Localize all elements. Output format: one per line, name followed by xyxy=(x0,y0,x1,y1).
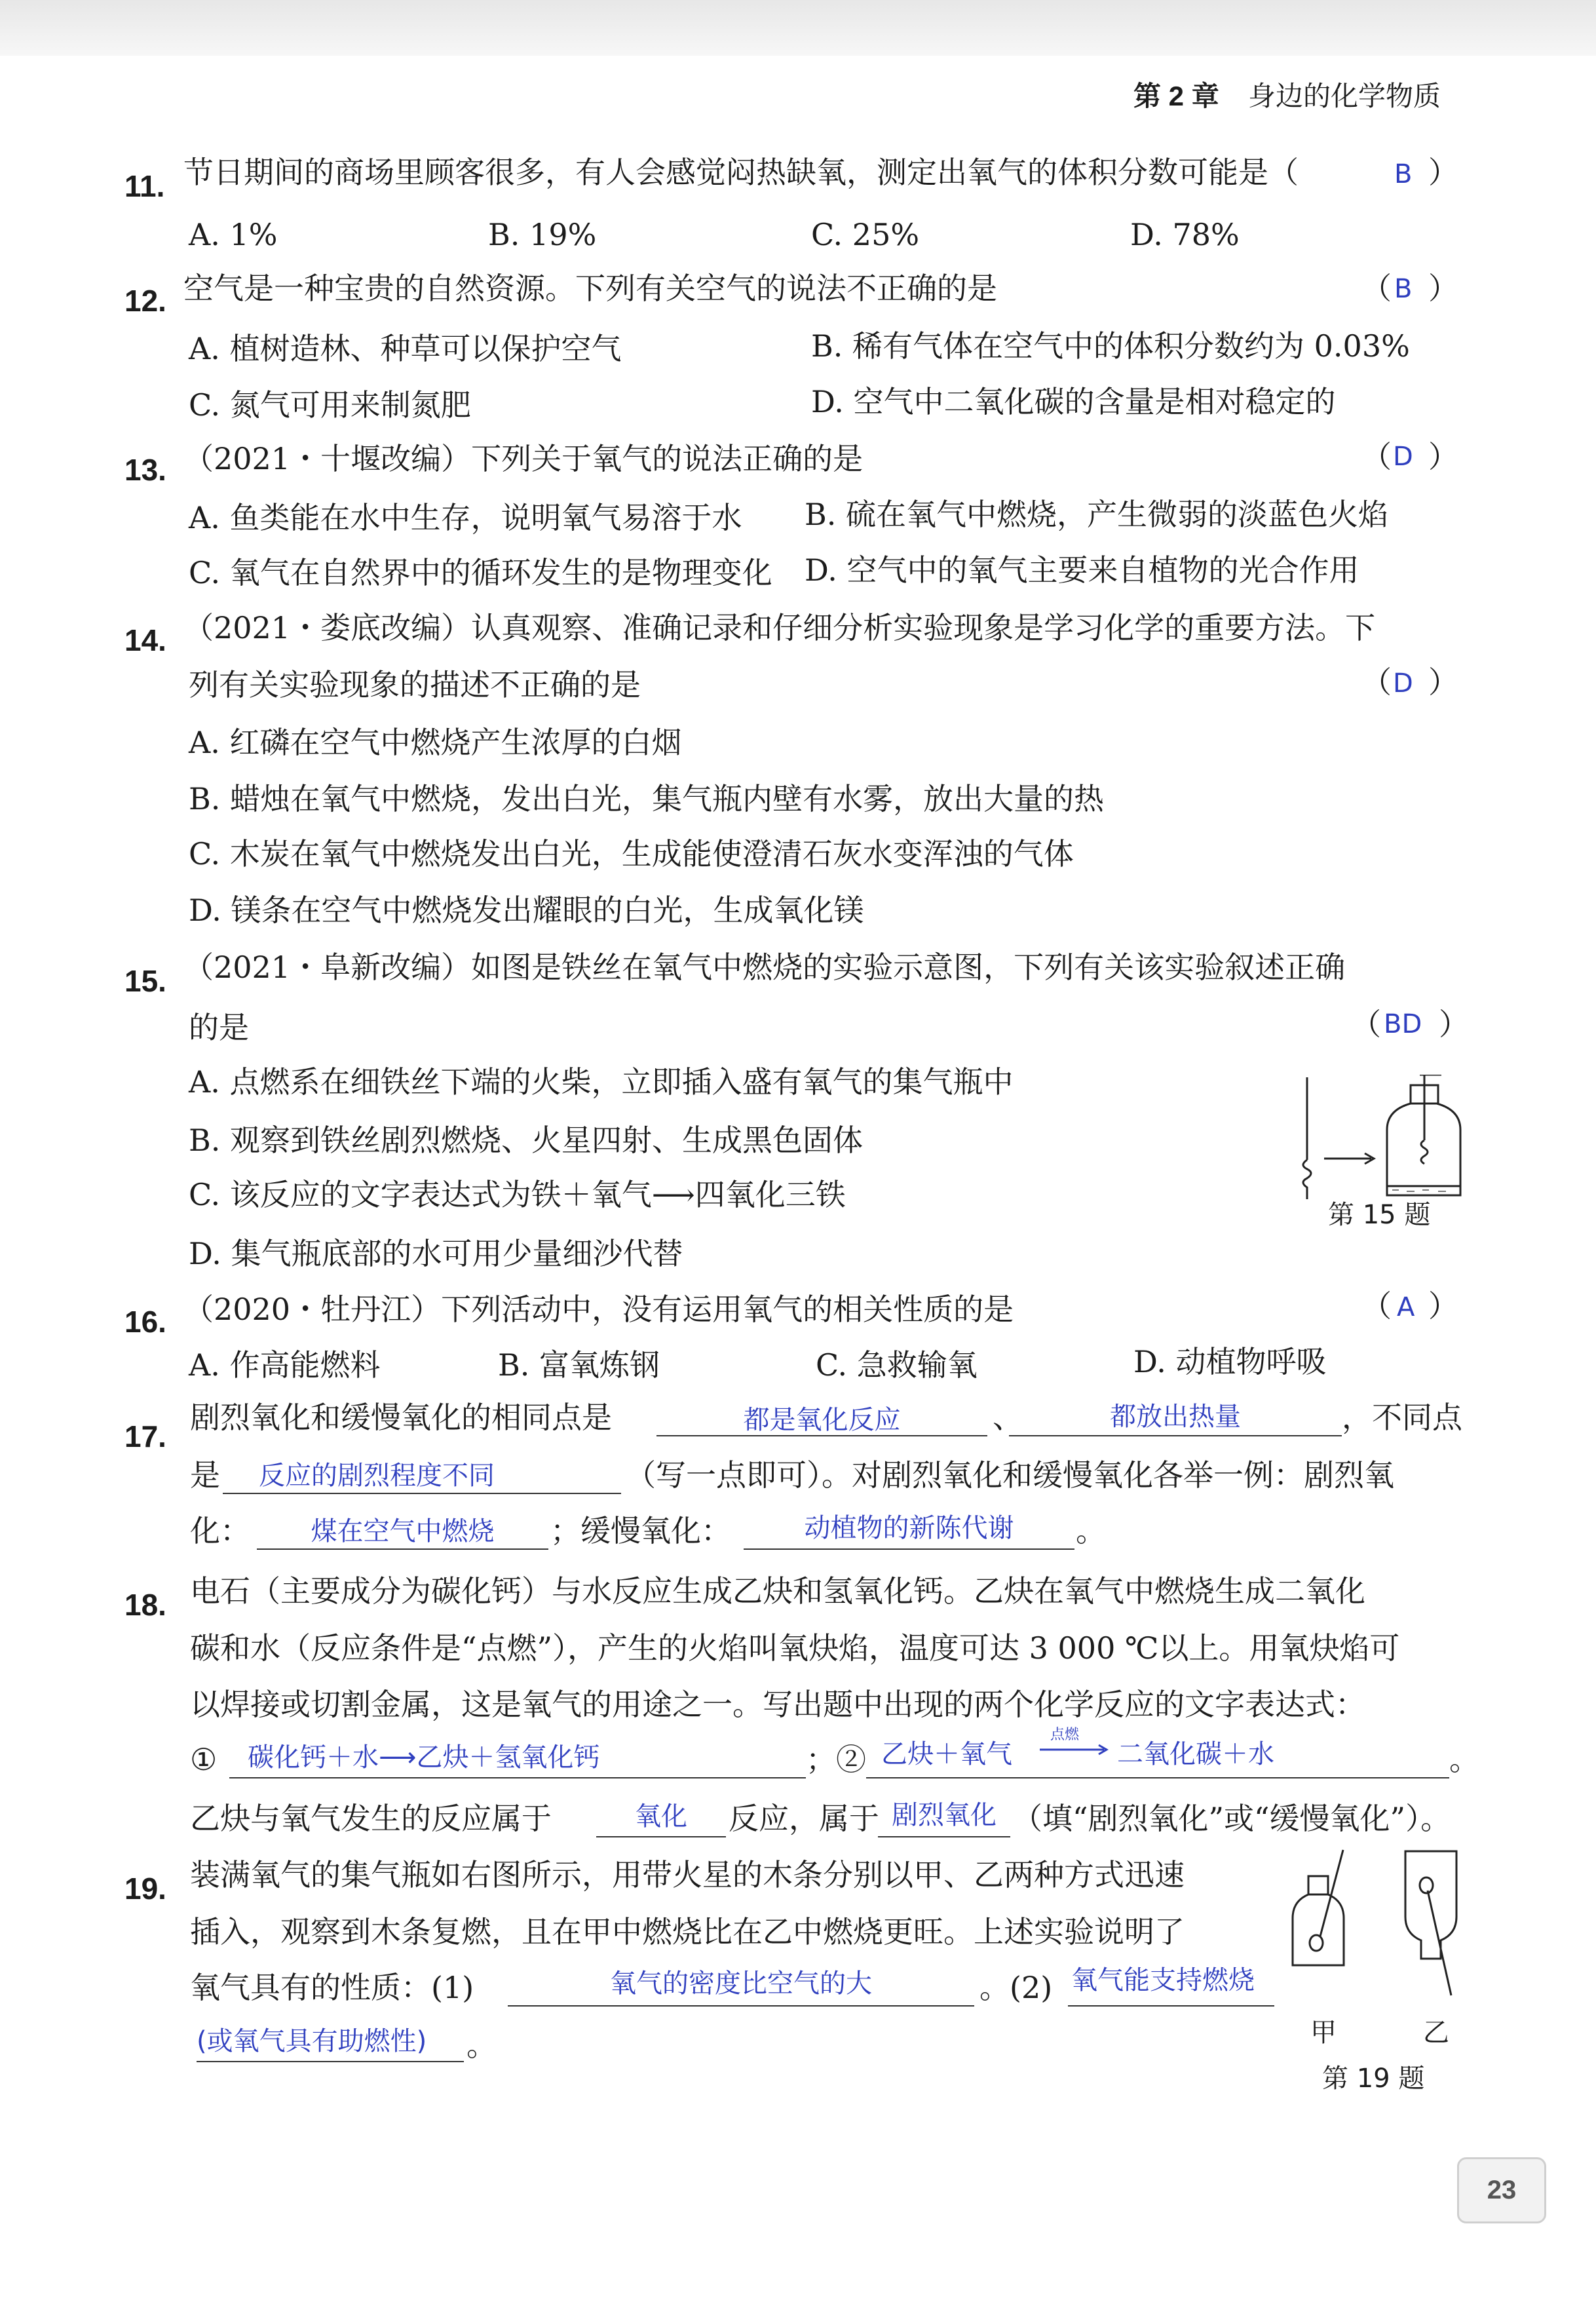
question-number: 11. xyxy=(124,169,165,203)
page-number: 23 xyxy=(1457,2157,1546,2223)
option-a: A. 1% xyxy=(189,217,278,252)
answer-blank xyxy=(257,1548,548,1550)
answer-equation-2-left: 乙炔＋氧气 xyxy=(881,1739,1012,1769)
option-b: B. 蜡烛在氧气中燃烧，发出白光，集气瓶内壁有水雾，放出大量的热 xyxy=(189,781,1105,817)
answer-blank xyxy=(508,2005,974,2007)
paren-open: （ xyxy=(1361,1288,1392,1324)
option-a: A. 点燃系在细铁丝下端的火柴，立即插入盛有氧气的集气瓶中 xyxy=(189,1064,1014,1100)
answer-equation-1: 碳化钙＋水⟶乙炔＋氢氧化钙 xyxy=(248,1742,600,1773)
figure-label-yi: 乙 xyxy=(1423,2018,1449,2048)
text: 。 xyxy=(1449,1742,1479,1777)
answer-blank xyxy=(1068,2005,1274,2007)
question-number: 18. xyxy=(124,1588,166,1622)
option-c: C. 氧气在自然界中的循环发生的是物理变化 xyxy=(189,555,772,590)
answer-text: 动植物的新陈代谢 xyxy=(804,1513,1014,1543)
question-number: 17. xyxy=(124,1419,166,1453)
answer-blank xyxy=(878,1836,1010,1837)
text-line-2: 插入，观察到木条复燃，且在甲中燃烧比在乙中燃烧更旺。上述实验说明了 xyxy=(190,1914,1185,1950)
paren-close: ） xyxy=(1428,271,1458,306)
answer-blank xyxy=(197,2061,464,2062)
text: 乙炔与氧气发生的反应属于 xyxy=(190,1801,552,1836)
text: （填“剧烈氧化”或“缓慢氧化”）。 xyxy=(1012,1801,1451,1836)
answer-text: 氧气能支持燃烧 xyxy=(1071,1965,1255,1995)
answer-equation-2-right: 二氧化碳＋水 xyxy=(1117,1739,1274,1769)
option-d: D. 动植物呼吸 xyxy=(1133,1344,1327,1379)
paren-close: ） xyxy=(1428,664,1458,700)
option-b: B. 硫在氧气中燃烧，产生微弱的淡蓝色火焰 xyxy=(805,497,1389,532)
option-c: C. 氮气可用来制氮肥 xyxy=(189,387,471,423)
option-d: D. 镁条在空气中燃烧发出耀眼的白光，生成氧化镁 xyxy=(189,893,864,928)
reaction-arrow-icon xyxy=(1038,1743,1111,1756)
text: ，不同点 xyxy=(1342,1400,1462,1435)
question-number: 16. xyxy=(124,1305,166,1339)
option-a: A. 作高能燃料 xyxy=(189,1347,381,1383)
answer-text: 煤在空气中燃烧 xyxy=(311,1516,495,1547)
option-d: D. 78% xyxy=(1130,217,1240,252)
text: 。 xyxy=(1076,1513,1106,1548)
question-stem-line-1: （2021・娄底改编）认真观察、准确记录和仔细分析实验现象是学习化学的重要方法。下 xyxy=(183,610,1376,645)
question-stem: 节日期间的商场里顾客很多，有人会感觉闷热缺氧，测定出氧气的体积分数可能是（ xyxy=(183,155,1299,190)
question-stem: （2020・牡丹江）下列活动中，没有运用氧气的相关性质的是 xyxy=(183,1292,1014,1327)
option-b: B. 富氧炼钢 xyxy=(498,1347,660,1383)
paren-open: （ xyxy=(1361,271,1392,306)
question-number: 19. xyxy=(124,1872,166,1906)
answer-blank xyxy=(866,1777,1449,1778)
paren-open: （ xyxy=(1351,1007,1381,1042)
option-b: B. 稀有气体在空气中的体积分数约为 0.03% xyxy=(811,328,1410,364)
chapter-number: 第 2 章 xyxy=(1133,81,1219,111)
option-d: D. 空气中二氧化碳的含量是相对稳定的 xyxy=(811,384,1336,419)
answer-text: 氧气的密度比空气的大 xyxy=(610,1969,872,1999)
answer-text: 剧烈氧化 xyxy=(892,1800,997,1830)
answer-blank xyxy=(1009,1435,1342,1436)
paren-close: ） xyxy=(1428,1288,1458,1324)
answer-choice: B xyxy=(1394,159,1413,189)
answer-blank xyxy=(229,1777,806,1778)
text: 化： xyxy=(190,1513,250,1548)
option-c: C. 急救输氧 xyxy=(816,1347,978,1383)
text: 反应，属于 xyxy=(729,1801,879,1836)
answer-text-continued: (或氧气具有助燃性) xyxy=(197,2026,427,2056)
option-c: C. 木炭在氧气中燃烧发出白光，生成能使澄清石灰水变浑浊的气体 xyxy=(189,836,1074,872)
figure-caption: 第 15 题 xyxy=(1328,1200,1431,1230)
option-d: D. 集气瓶底部的水可用少量细沙代替 xyxy=(189,1236,683,1271)
option-d: D. 空气中的氧气主要来自植物的光合作用 xyxy=(805,552,1359,588)
header-bar xyxy=(0,0,1596,56)
text: 是 xyxy=(190,1457,220,1493)
answer-text: 氧化 xyxy=(635,1801,687,1832)
paren-close: ） xyxy=(1439,1007,1469,1042)
question-stem-line-1: （2021・阜新改编）如图是铁丝在氧气中燃烧的实验示意图，下列有关该实验叙述正确 xyxy=(183,950,1346,985)
question-number: 14. xyxy=(124,623,166,657)
question-stem: 空气是一种宝贵的自然资源。下列有关空气的说法不正确的是 xyxy=(183,271,997,306)
text-line-1: 装满氧气的集气瓶如右图所示，用带火星的木条分别以甲、乙两种方式迅速 xyxy=(190,1857,1185,1893)
question-number: 15. xyxy=(124,964,166,998)
marker-2: ；② xyxy=(806,1742,866,1777)
paren-open: （ xyxy=(1361,439,1392,474)
question-stem-line-2: 的是 xyxy=(189,1010,249,1045)
option-c: C. 25% xyxy=(811,217,920,252)
marker-1: ① xyxy=(190,1742,218,1777)
text-line-2: 碳和水（反应条件是“点燃”），产生的火焰叫氧炔焰，温度可达 3 000 ℃以上。用氧炔焰可 xyxy=(190,1630,1400,1666)
option-a: A. 红磷在空气中燃烧产生浓厚的白烟 xyxy=(189,725,682,760)
text: 剧烈氧化和缓慢氧化的相同点是 xyxy=(190,1400,612,1435)
text-line-3: 以焊接或切割金属，这是氧气的用途之一。写出题中出现的两个化学反应的文字表达式： xyxy=(190,1687,1365,1722)
question-number: 12. xyxy=(124,284,166,318)
option-a: A. 鱼类能在水中生存，说明氧气易溶于水 xyxy=(189,500,742,535)
text: 。(2) xyxy=(979,1970,1053,2005)
reaction-condition: 点燃 xyxy=(1050,1727,1080,1743)
answer-choice: BD xyxy=(1384,1009,1422,1039)
text-line-3: 氧气具有的性质：(1) xyxy=(190,1970,474,2005)
answer-text: 反应的剧烈程度不同 xyxy=(259,1461,495,1491)
chapter-title: 身边的化学物质 xyxy=(1248,80,1441,112)
text: 、 xyxy=(993,1400,1023,1435)
text: 。 xyxy=(466,2027,497,2063)
question-stem-line-2: 列有关实验现象的描述不正确的是 xyxy=(189,667,641,702)
answer-choice: B xyxy=(1394,274,1413,304)
option-c: C. 该反应的文字表达式为铁＋氧气⟶四氧化三铁 xyxy=(189,1177,846,1212)
paren-close: ） xyxy=(1428,439,1458,474)
answer-text: 都放出热量 xyxy=(1110,1402,1241,1432)
answer-blank xyxy=(223,1493,621,1494)
answer-choice: D xyxy=(1393,442,1413,472)
answer-blank xyxy=(596,1836,726,1837)
option-a: A. 植树造林、种草可以保护空气 xyxy=(189,331,622,366)
figure-caption: 第 19 题 xyxy=(1322,2064,1425,2094)
paren-close: ） xyxy=(1428,155,1458,190)
text: （写一点即可）。对剧烈氧化和缓慢氧化各举一例：剧烈氧 xyxy=(626,1457,1394,1493)
question-stem: （2021・十堰改编）下列关于氧气的说法正确的是 xyxy=(183,441,864,476)
option-b: B. 观察到铁丝剧烈燃烧、火星四射、生成黑色固体 xyxy=(189,1123,864,1158)
answer-choice: A xyxy=(1397,1292,1415,1322)
answer-blank xyxy=(744,1548,1074,1550)
figure-label-jia: 甲 xyxy=(1310,2018,1337,2048)
question-number: 13. xyxy=(124,453,166,487)
gas-bottle-figure xyxy=(1287,1845,1491,2002)
paren-open: （ xyxy=(1361,664,1392,700)
text: ；缓慢氧化： xyxy=(550,1513,731,1548)
answer-text: 都是氧化反应 xyxy=(743,1405,901,1435)
answer-choice: D xyxy=(1393,668,1413,699)
option-b: B. 19% xyxy=(488,217,597,252)
text-line-1: 电石（主要成分为碳化钙）与水反应生成乙炔和氢氧化钙。乙炔在氧气中燃烧生成二氧化 xyxy=(190,1573,1365,1609)
